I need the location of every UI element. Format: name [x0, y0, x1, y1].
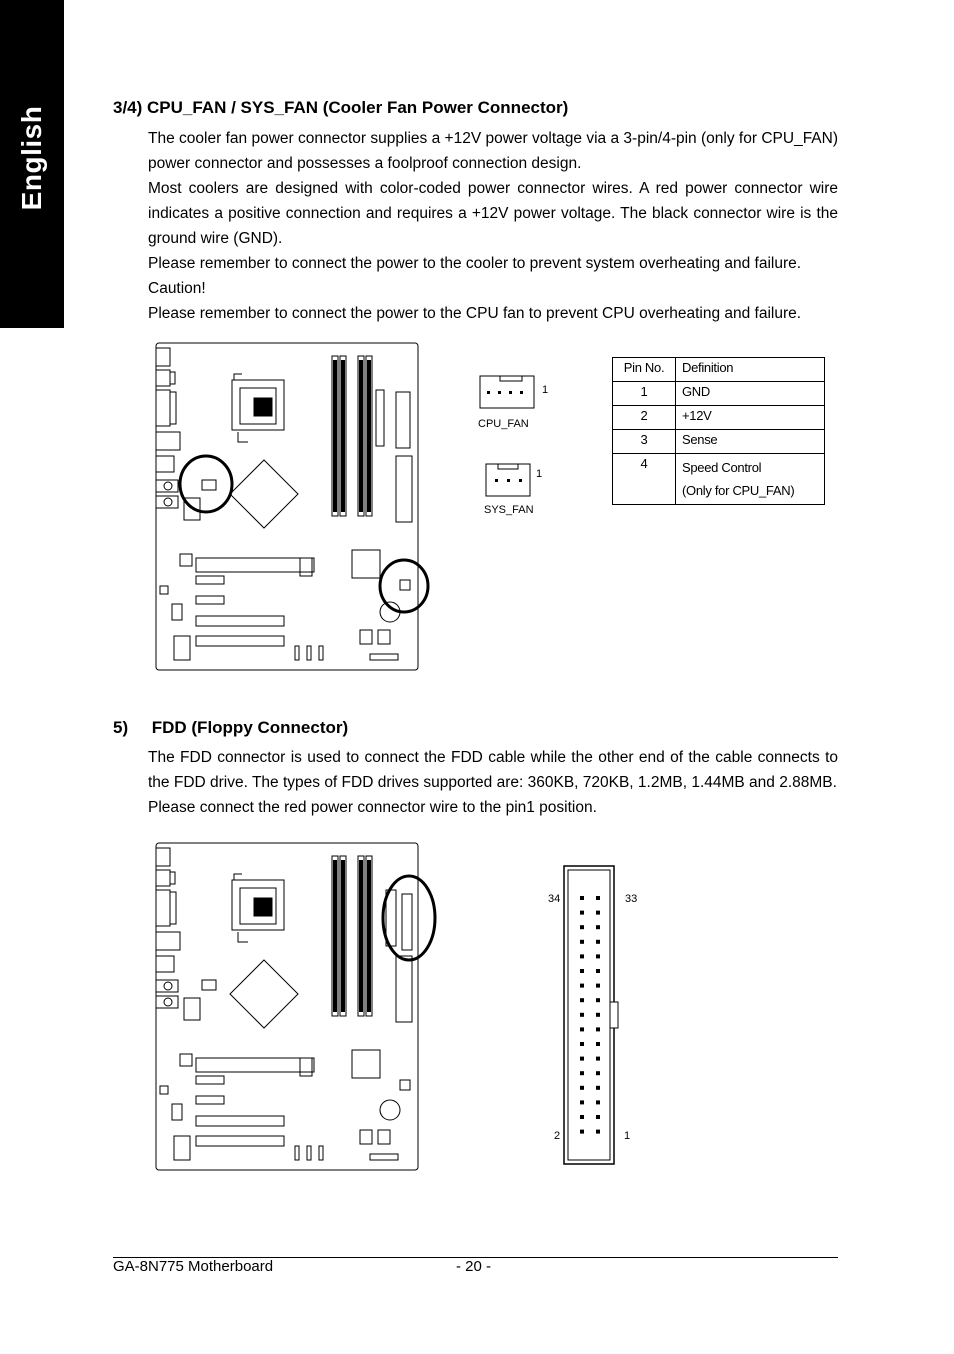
fdd-pin: [580, 1042, 584, 1046]
fdd-pin: [580, 969, 584, 973]
fdd-pin: [596, 984, 600, 988]
table-row: [613, 454, 825, 505]
fdd-pin: [596, 1027, 600, 1031]
fan-paragraph-3: Please remember to connect the power to the cooler to prevent system overheating and failure.: [148, 255, 802, 272]
fdd-pin: [580, 1057, 584, 1061]
pin-definition: GND: [676, 382, 825, 406]
table-row: [613, 406, 825, 430]
table-header-row: [613, 358, 825, 382]
motherboard-diagram-fan: [150, 340, 440, 675]
fdd-pin: [596, 969, 600, 973]
fan-caution: Caution!: [148, 280, 206, 297]
fdd-pin: [596, 998, 600, 1002]
fdd-pin: [580, 925, 584, 929]
sys-fan-pin1-marker: 1: [536, 468, 543, 480]
pin-number: 1: [613, 382, 676, 406]
cpu-fan-pin1-marker: 1: [542, 384, 549, 396]
fdd-pin: [596, 1013, 600, 1017]
pin-number: 4: [613, 454, 676, 505]
fdd-connector: [560, 862, 622, 1168]
fdd-pin: [580, 954, 584, 958]
fdd-pin: [580, 1071, 584, 1075]
fdd-pin-label-2: 2: [554, 1130, 561, 1142]
pin-number: 3: [613, 430, 676, 454]
fdd-description: [148, 745, 838, 820]
pin-definition-main: Speed Control: [682, 460, 762, 475]
fdd-pin: [596, 1042, 600, 1046]
pin-definition: +12V: [676, 406, 825, 430]
language-tab-label: English: [16, 105, 47, 211]
fdd-pin: [596, 911, 600, 915]
table-row: [613, 430, 825, 454]
cpu-fan-connector: [478, 372, 538, 412]
fdd-pin: [596, 1100, 600, 1104]
sys-fan-label: SYS_FAN: [484, 504, 534, 516]
page-number: - 20 -: [456, 1258, 492, 1275]
fdd-pin: [580, 1086, 584, 1090]
section-heading-fan: 3/4) CPU_FAN / SYS_FAN (Cooler Fan Power Connector): [113, 98, 569, 117]
footer-title: GA-8N775 Motherboard: [113, 1258, 274, 1275]
header-definition: Definition: [676, 358, 825, 382]
fdd-pin: [580, 896, 584, 900]
table-row: [613, 382, 825, 406]
fan-paragraph-1: The cooler fan power connector supplies a +12V power voltage via a 3-pin/4-pin (only for CPU_FAN) power connector and possesses a foolproof connection design.: [148, 130, 838, 172]
fdd-paragraph-2: Please connect the red power connector wire to the pin1 position.: [148, 799, 597, 816]
fan-pin-table: [612, 357, 825, 505]
fdd-paragraph-1: The FDD connector is used to connect the FDD cable while the other end of the cable connects to the FDD drive. The types of FDD drives supported are: 360KB, 720KB, 1.2MB, 1.44MB and 2.88MB.: [148, 749, 838, 791]
language-tab: [0, 0, 64, 328]
fdd-pin-label-33: 33: [625, 893, 638, 905]
fan-paragraph-4: Please remember to connect the power to the CPU fan to prevent CPU overheating and failure.: [148, 305, 802, 322]
fdd-pin: [580, 1013, 584, 1017]
fdd-pin: [596, 1086, 600, 1090]
fdd-pin-label-1: 1: [624, 1130, 631, 1142]
pin-definition: [676, 454, 825, 505]
fdd-pin: [580, 940, 584, 944]
pin-definition: Sense: [676, 430, 825, 454]
fdd-pin: [596, 1130, 600, 1134]
fdd-pin: [596, 896, 600, 900]
header-pin-no: Pin No.: [613, 358, 676, 382]
pin-definition-note: (Only for CPU_FAN): [682, 483, 795, 498]
fdd-pin: [596, 954, 600, 958]
fdd-pin: [580, 1115, 584, 1119]
fdd-pin: [580, 984, 584, 988]
fdd-pin: [596, 1115, 600, 1119]
cpu-fan-label: CPU_FAN: [478, 418, 529, 430]
sys-fan-connector: [484, 460, 534, 500]
pin-number: 2: [613, 406, 676, 430]
fdd-pin: [596, 925, 600, 929]
fdd-pin: [580, 1100, 584, 1104]
fan-paragraph-2: Most coolers are designed with color-coded power connector wires. A red power connector wire indicates a positive connection and requires a +12V power voltage. The black connector wire is the ground wire (GND).: [148, 180, 838, 247]
fdd-pin-label-34: 34: [548, 893, 561, 905]
section-heading-fdd: 5) FDD (Floppy Connector): [113, 718, 349, 737]
fdd-pin: [580, 1130, 584, 1134]
fdd-pin: [596, 1071, 600, 1075]
fdd-pin: [596, 1057, 600, 1061]
motherboard-diagram-fdd: [150, 840, 440, 1175]
fdd-pin: [596, 940, 600, 944]
fdd-pin: [580, 998, 584, 1002]
fdd-pin: [580, 1027, 584, 1031]
fdd-pin: [580, 911, 584, 915]
fan-description: [148, 126, 838, 326]
